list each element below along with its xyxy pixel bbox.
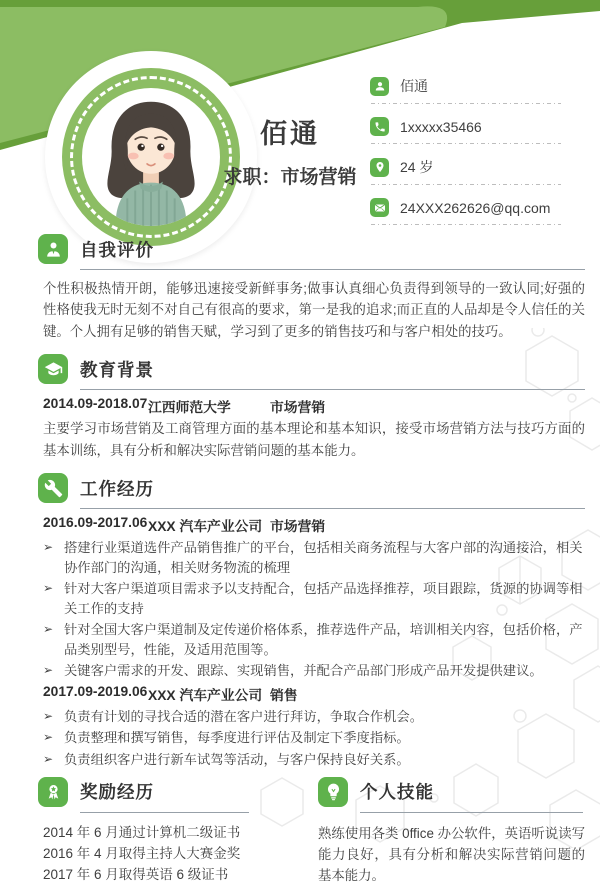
- job-bullet: ➢ 负责组织客户进行新车试驾等活动，与客户保持良好关系。: [43, 750, 585, 770]
- job-bullets: [43, 707, 585, 770]
- resume-body: [38, 234, 585, 887]
- job-period: 2017.09-2019.06: [43, 683, 148, 699]
- award-list: [43, 823, 308, 886]
- section-skills: [308, 777, 585, 887]
- section-header: [38, 777, 308, 807]
- bullet-arrow-icon: ➢: [43, 581, 54, 596]
- girl-illustration: [82, 88, 220, 226]
- job-row: [43, 515, 585, 535]
- section-work-experience: [38, 473, 585, 769]
- contact-name-value: 佰通: [400, 78, 428, 94]
- avatar-photo: [82, 88, 220, 226]
- bullet-arrow-icon: ➢: [43, 540, 54, 555]
- job-row: [43, 684, 585, 704]
- section-awards: [38, 777, 308, 887]
- bullet-arrow-icon: ➢: [43, 663, 54, 678]
- award-item: 2017 年 6 月取得英语 6 级证书: [43, 867, 229, 882]
- education-school: 江西师范大学: [148, 400, 231, 416]
- bullet-arrow-icon: ➢: [43, 751, 54, 766]
- dashdot-divider: [371, 224, 561, 225]
- education-description: 主要学习市场营销及工商管理方面的基本理论和基本知识，接受市场营销方法与技巧方面的基本训练，具有分析和解决实际营销问题的基本能力。: [43, 421, 585, 458]
- mail-icon: [370, 198, 389, 217]
- job-bullet: ➢ 针对全国大客户渠道制及定传递价格体系，推荐选件产品，培训相关内容，包括价格，产品类别型号，性能，及适用范围等。: [43, 620, 585, 659]
- bullet-arrow-icon: ➢: [43, 622, 54, 637]
- award-item: 2016 年 4 月取得主持人大赛金奖: [43, 845, 241, 861]
- section-header: [38, 234, 585, 264]
- medal-icon: [38, 777, 68, 807]
- job-bullet: ➢ 负责整理和撰写销售，每季度进行评估及制定下季度指标。: [43, 728, 585, 748]
- dashdot-divider: [371, 184, 561, 185]
- job-company: XXX 汽车产业公司: [148, 687, 263, 703]
- award-item: 2014 年 6 月通过计算机二级证书: [43, 824, 241, 840]
- skills-text: 熟练使用各类 0ffice 办公软件，英语听说读写能力良好，具有分析和解决实际营销问题的基本能力。: [318, 825, 585, 884]
- section-title: 教育背景: [80, 359, 154, 380]
- location-pin-icon: [370, 158, 389, 177]
- bottom-columns: [38, 777, 585, 887]
- section-title: 奖励经历: [80, 782, 154, 802]
- section-self-evaluation: [38, 234, 585, 342]
- contact-item-email: [370, 198, 566, 225]
- name-block: [205, 112, 375, 189]
- section-header: [38, 473, 585, 503]
- section-title: 工作经历: [80, 478, 154, 499]
- job-objective: 求职：市场营销: [223, 167, 357, 188]
- job-bullet: ➢ 关键客户需求的开发、跟踪、实现销售，并配合产品部门形成产品开发提供建议。: [43, 661, 585, 681]
- job-bullets: [43, 538, 585, 681]
- job-period: 2016.09-2017.06: [43, 515, 148, 531]
- wrench-icon: [38, 473, 68, 503]
- section-title: 个人技能: [360, 782, 434, 802]
- bullet-arrow-icon: ➢: [43, 730, 54, 745]
- job-role: 市场营销: [270, 519, 326, 535]
- job-bullet: ➢ 针对大客户渠道项目需求予以支持配合，包括产品选择推荐，项目跟踪，货源的协调等相关工作的支持: [43, 579, 585, 618]
- graduation-cap-icon: [38, 354, 68, 384]
- contact-list: [370, 76, 566, 238]
- bullet-arrow-icon: ➢: [43, 708, 54, 723]
- education-period: 2014.09-2018.07: [43, 396, 148, 412]
- lightbulb-icon: [318, 777, 348, 807]
- section-underline: [80, 269, 585, 270]
- section-underline: [80, 389, 585, 390]
- section-underline: [80, 812, 249, 813]
- contact-age-value: 24 岁: [400, 159, 434, 175]
- dashdot-divider: [371, 103, 561, 104]
- section-underline: [360, 812, 583, 813]
- candidate-name: 佰通: [260, 119, 320, 149]
- contact-item-name: [370, 76, 566, 104]
- contact-phone-value: 1xxxxx35466: [400, 118, 482, 135]
- phone-icon: [370, 117, 389, 136]
- self-evaluation-text: 个性积极热情开朗，能够迅速接受新鲜事务;做事认真细心负责得到领导的一致认同;好强的性格使我无时无刻不对自己有很高的要求，第一是我的追求;而正直的人品却是令人信任的关键。个人拥有足够的销售天赋，学习到了更多的销售技巧和与客户相处的技巧。: [43, 281, 585, 339]
- dashdot-divider: [371, 143, 561, 144]
- job-bullet: ➢ 负责有计划的寻找合适的潜在客户进行拜访，争取合作机会。: [43, 707, 585, 727]
- education-major: 市场营销: [270, 400, 326, 416]
- job-role: 销售: [270, 687, 298, 703]
- user-icon: [370, 77, 389, 96]
- section-education: [38, 354, 585, 461]
- contact-item-age: [370, 157, 566, 185]
- contact-email-value: 24XXX262626@qq.com: [400, 199, 551, 216]
- education-row: [43, 396, 585, 416]
- section-header: [318, 777, 585, 807]
- job-company: XXX 汽车产业公司: [148, 519, 263, 535]
- person-icon: [38, 234, 68, 264]
- section-underline: [80, 508, 585, 509]
- contact-item-phone: [370, 117, 566, 144]
- section-title: 自我评价: [80, 239, 154, 260]
- job-bullet: ➢ 搭建行业渠道选件产品销售推广的平台，包括相关商务流程与大客户部的沟通接洽，相关协作部门的沟通，相关财务物流的梳理: [43, 538, 585, 577]
- section-header: [38, 354, 585, 384]
